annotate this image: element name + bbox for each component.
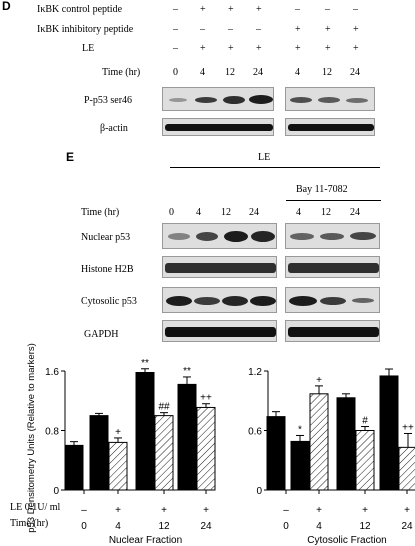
time-value: 0 — [173, 67, 178, 78]
significance-mark: ++ — [402, 422, 414, 434]
panel-e-label: E — [66, 150, 75, 164]
time-value: 24 — [350, 67, 360, 78]
treatment-sign: – — [173, 4, 178, 15]
nuclear-p53-label: Nuclear p53 — [81, 232, 131, 243]
le-sign: + — [362, 505, 368, 516]
y-tick-label: 0 — [53, 486, 59, 497]
x-tick-label: 12 — [158, 521, 170, 532]
treatment-sign: – — [173, 43, 178, 54]
x-axis-label: Nuclear Fraction — [108, 535, 183, 546]
time-value: 4 — [296, 207, 301, 218]
bar — [109, 442, 127, 490]
footer-time-label: Time (hr) — [10, 518, 49, 529]
bar — [136, 372, 154, 490]
le-sign: + — [203, 505, 209, 516]
y-tick-label: 1.2 — [248, 367, 262, 378]
significance-mark: * — [298, 424, 302, 436]
time-value: 12 — [322, 67, 332, 78]
time-value: 4 — [200, 67, 205, 78]
cytosolic-p53-label: Cytosolic p53 — [81, 296, 137, 307]
bay-label: Bay 11-7082 — [296, 184, 348, 195]
inhibitory-peptide-label: IκBK inhibitory peptide — [37, 24, 134, 35]
treatment-sign: + — [325, 43, 331, 54]
bar — [90, 416, 108, 490]
treatment-sign: + — [256, 43, 262, 54]
time-value: 0 — [169, 207, 174, 218]
treatment-sign: + — [353, 43, 359, 54]
le-sign: – — [283, 505, 289, 516]
bar — [399, 447, 415, 490]
x-tick-label: 4 — [115, 521, 121, 532]
time-value: 24 — [249, 207, 259, 218]
treatment-sign: – — [353, 4, 358, 15]
bar — [380, 376, 398, 490]
treatment-sign: + — [295, 24, 301, 35]
significance-mark: ++ — [200, 392, 212, 404]
time-value: 12 — [225, 67, 235, 78]
p-p53-ser46-label: P-p53 ser46 — [84, 95, 133, 106]
le-header: LE — [258, 152, 271, 163]
x-tick-label: 24 — [401, 521, 413, 532]
le-sign: + — [161, 505, 167, 516]
y-tick-label: 0.6 — [248, 426, 262, 438]
treatment-sign: + — [325, 24, 331, 35]
treatment-sign: + — [200, 4, 206, 15]
time-row-label: Time (hr) — [102, 67, 141, 78]
y-axis-label: p53 Densitometry Units (Relative to markers) — [26, 343, 37, 533]
treatment-sign: – — [228, 24, 233, 35]
bar — [65, 445, 83, 490]
treatment-sign: – — [295, 4, 300, 15]
gapdh-label: GAPDH — [84, 329, 119, 340]
significance-mark: ** — [183, 365, 191, 377]
x-tick-label: 0 — [283, 521, 289, 532]
le-sign: + — [404, 505, 410, 516]
treatment-sign: – — [200, 24, 205, 35]
significance-mark: + — [115, 426, 121, 438]
y-tick-label: 0.8 — [45, 426, 59, 438]
bar — [155, 416, 173, 490]
x-tick-label: 4 — [316, 521, 322, 532]
le-sign: + — [115, 505, 121, 516]
treatment-sign: – — [173, 24, 178, 35]
significance-mark: # — [362, 415, 368, 427]
bar — [178, 384, 196, 490]
panel-d-label: D — [2, 0, 11, 13]
significance-mark: ## — [158, 401, 170, 413]
bar — [197, 407, 215, 490]
y-tick-label: 0 — [256, 486, 262, 497]
treatment-sign: + — [200, 43, 206, 54]
x-tick-label: 0 — [81, 521, 87, 532]
bar — [291, 441, 309, 490]
bar — [337, 398, 355, 490]
control-peptide-label: IκBK control peptide — [37, 4, 123, 15]
time-value: 12 — [221, 207, 231, 218]
treatment-sign: – — [325, 4, 330, 15]
treatment-sign: – — [256, 24, 261, 35]
e-time-label: Time (hr) — [81, 207, 120, 218]
treatment-sign: + — [228, 4, 234, 15]
bar — [310, 394, 328, 490]
bar — [267, 417, 285, 490]
y-tick-label: 1.6 — [45, 367, 59, 378]
time-value: 12 — [321, 207, 331, 218]
histone-h2b-label: Histone H2B — [81, 264, 134, 275]
x-tick-label: 12 — [359, 521, 371, 532]
le-sign: + — [316, 505, 322, 516]
x-axis-label: Cytosolic Fraction — [307, 535, 387, 546]
treatment-sign: + — [228, 43, 234, 54]
x-tick-label: 24 — [200, 521, 212, 532]
significance-mark: + — [316, 374, 322, 386]
time-value: 24 — [350, 207, 360, 218]
significance-mark: ** — [141, 357, 149, 369]
time-value: 4 — [295, 67, 300, 78]
time-value: 4 — [196, 207, 201, 218]
treatment-sign: + — [295, 43, 301, 54]
le-sign: – — [81, 505, 87, 516]
time-value: 24 — [253, 67, 263, 78]
beta-actin-label: β-actin — [100, 123, 128, 134]
bar — [356, 431, 374, 491]
le-row-label: LE — [82, 43, 95, 54]
le-dose-label: LE 0.1U/ ml — [10, 502, 61, 513]
treatment-sign: + — [256, 4, 262, 15]
treatment-sign: + — [353, 24, 359, 35]
